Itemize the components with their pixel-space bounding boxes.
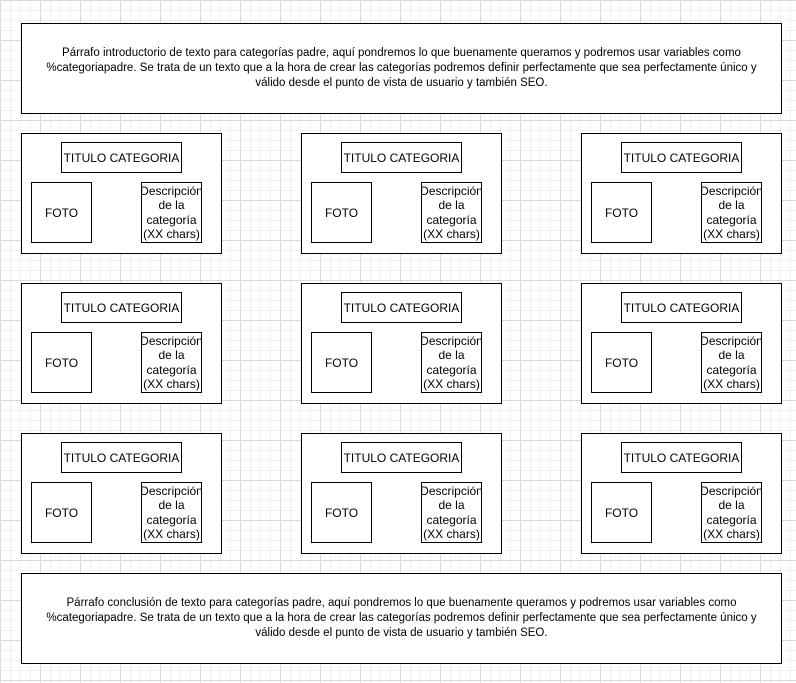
category-description-line: Descripción [140, 333, 203, 348]
category-description-line: de la [158, 498, 185, 512]
category-photo-placeholder: FOTO [31, 332, 92, 393]
category-card [301, 433, 502, 554]
category-photo-placeholder: FOTO [591, 332, 652, 393]
category-description-line: (XX chars) [423, 527, 480, 541]
intro-paragraph-line: %categoriapadre. Se trata de un texto que a la hora de crear las categorías podremos definir perfectamente que sea perfectamente único y [46, 62, 757, 74]
category-description-line: de la [718, 498, 745, 512]
category-description-line: Descripción [420, 483, 483, 498]
category-photo-placeholder: FOTO [591, 482, 652, 543]
category-description-box [421, 182, 482, 243]
conclusion-paragraph-box [21, 573, 782, 664]
intro-paragraph-box [21, 23, 782, 114]
category-description-line: Descripción [700, 483, 763, 498]
intro-paragraph-line: Párrafo introductorio de texto para categorías padre, aquí pondremos lo que buenamente queramos y podremos usar variables como [62, 47, 741, 59]
category-description-line: (XX chars) [143, 527, 200, 541]
category-title-box: TITULO CATEGORIA [341, 442, 462, 473]
category-description-box [141, 482, 202, 543]
category-description-box [701, 332, 762, 393]
intro-paragraph-line: válido desde el punto de vista de usuario y también SEO. [255, 77, 548, 89]
category-description-line: Descripción [420, 183, 483, 198]
category-description-line: de la [438, 198, 465, 212]
category-card [301, 283, 502, 404]
category-photo-placeholder: FOTO [591, 182, 652, 243]
category-title-box: TITULO CATEGORIA [61, 292, 182, 323]
category-title-box: TITULO CATEGORIA [61, 142, 182, 173]
category-description-line: Descripción [700, 333, 763, 348]
category-description-line: (XX chars) [143, 227, 200, 241]
category-photo-placeholder: FOTO [31, 482, 92, 543]
category-description-line: (XX chars) [143, 377, 200, 391]
category-title-box: TITULO CATEGORIA [61, 442, 182, 473]
category-description-box [701, 482, 762, 543]
category-description-line: categoría [146, 512, 197, 527]
category-description-line: categoría [426, 212, 477, 227]
category-card [21, 433, 222, 554]
category-description-line: categoría [426, 512, 477, 527]
category-description-line: categoría [146, 212, 197, 227]
category-description-box [421, 482, 482, 543]
category-description-line: categoría [706, 512, 757, 527]
category-photo-placeholder: FOTO [311, 482, 372, 543]
category-card [581, 283, 782, 404]
category-description-line: categoría [426, 362, 477, 377]
category-description-line: de la [158, 348, 185, 362]
category-description-line: Descripción [140, 483, 203, 498]
conclusion-paragraph-text [46, 596, 756, 641]
category-description-line: de la [158, 198, 185, 212]
category-description-box [701, 182, 762, 243]
category-card [301, 133, 502, 254]
category-description-box [421, 332, 482, 393]
category-title-box: TITULO CATEGORIA [621, 292, 742, 323]
category-card [581, 133, 782, 254]
conclusion-paragraph-line: Párrafo conclusión de texto para categorías padre, aquí pondremos lo que buenamente queramos y podremos usar variables como [66, 597, 737, 609]
conclusion-paragraph-line: %categoriapadre. Se trata de un texto que a la hora de crear las categorías podremos definir perfectamente que sea perfectamente único y [46, 612, 757, 624]
category-description-line: (XX chars) [703, 227, 760, 241]
category-card [21, 133, 222, 254]
category-title-box: TITULO CATEGORIA [341, 142, 462, 173]
category-description-line: de la [718, 348, 745, 362]
category-title-box: TITULO CATEGORIA [621, 442, 742, 473]
category-description-line: Descripción [420, 333, 483, 348]
category-description-line: (XX chars) [423, 377, 480, 391]
category-title-box: TITULO CATEGORIA [621, 142, 742, 173]
category-description-line: categoría [706, 362, 757, 377]
category-description-line: Descripción [700, 183, 763, 198]
category-photo-placeholder: FOTO [311, 182, 372, 243]
category-description-line: categoría [706, 212, 757, 227]
category-description-box [141, 332, 202, 393]
category-description-line: categoría [146, 362, 197, 377]
category-card [21, 283, 222, 404]
category-description-line: (XX chars) [423, 227, 480, 241]
category-photo-placeholder: FOTO [31, 182, 92, 243]
category-description-line: de la [718, 198, 745, 212]
category-description-line: (XX chars) [703, 527, 760, 541]
category-description-box [141, 182, 202, 243]
category-description-line: de la [438, 498, 465, 512]
conclusion-paragraph-line: válido desde el punto de vista de usuario y también SEO. [255, 627, 548, 639]
category-title-box: TITULO CATEGORIA [341, 292, 462, 323]
category-description-line: Descripción [140, 183, 203, 198]
category-description-line: de la [438, 348, 465, 362]
category-description-line: (XX chars) [703, 377, 760, 391]
intro-paragraph-text [46, 46, 756, 91]
category-card [581, 433, 782, 554]
category-photo-placeholder: FOTO [311, 332, 372, 393]
